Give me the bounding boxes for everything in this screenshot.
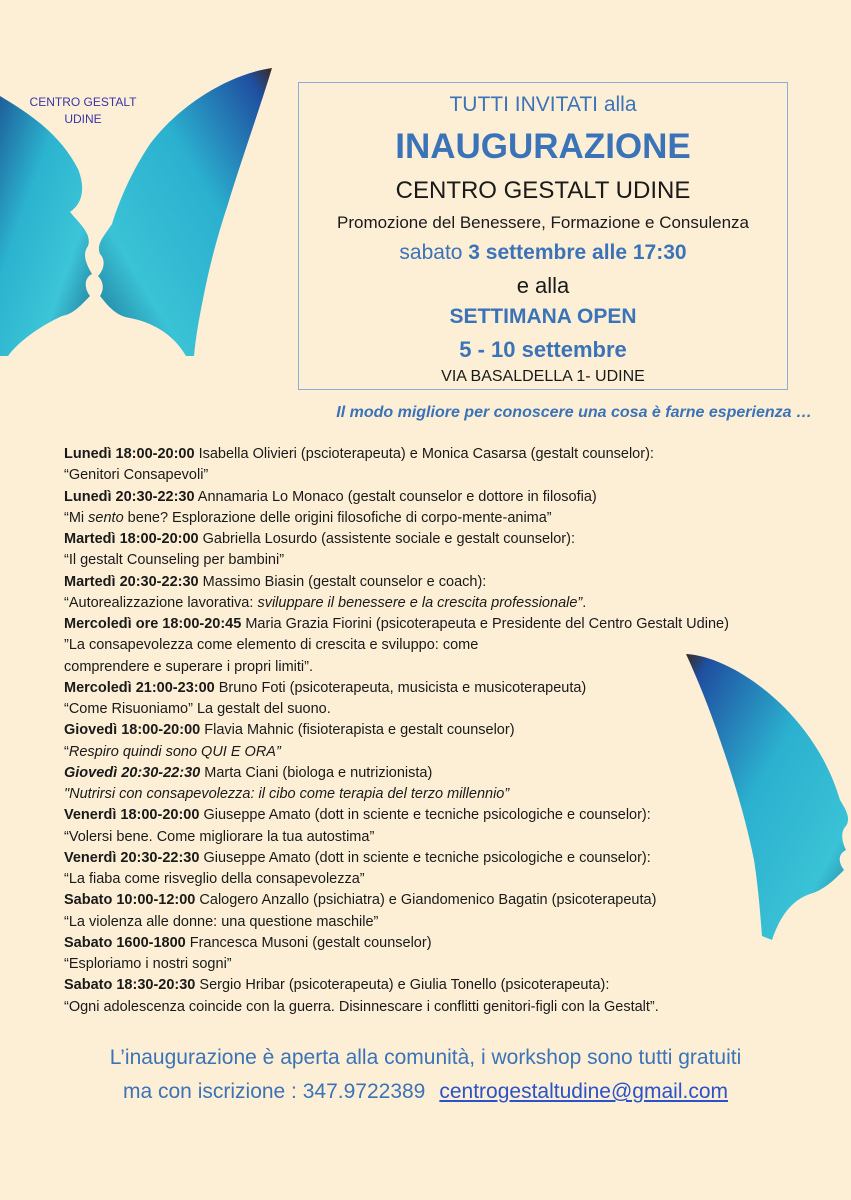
entry-title: ”La consapevolezza come elemento di crescita e sviluppo: come: [64, 637, 479, 654]
registration-phone: ma con iscrizione : 347.9722389: [123, 1080, 426, 1103]
entry-title: “Genitori Consapevoli”: [64, 467, 209, 484]
entry-title: [64, 742, 834, 763]
program-entry-header: [64, 933, 834, 954]
email-link[interactable]: centrogestaltudine@gmail.com: [439, 1080, 728, 1103]
butterfly-faces-illustration: [0, 64, 272, 356]
program-entry-header: [64, 572, 834, 593]
entry-title: “Esploriamo i nostri sogni”: [64, 956, 232, 972]
invite-line: TUTTI INVITATI alla: [449, 93, 637, 116]
left-wing-face-shape: [0, 96, 92, 356]
entry-title: [64, 508, 834, 529]
program-entry-header: [64, 975, 834, 996]
entry-time: Sabato 18:30-20:30: [64, 977, 196, 994]
entry-speakers: Bruno Foti (psicoterapeuta, musicista e musicoterapeuta): [214, 679, 587, 696]
footer-contact: [0, 1080, 851, 1104]
entry-title-part: “Mi: [64, 509, 89, 526]
entry-speakers: Francesca Musoni (gestalt counselor): [185, 934, 432, 951]
entry-title-italic: sviluppare il benessere e la crescita professionale”: [257, 594, 583, 611]
entry-title-part: “Autorealizzazione lavorativa:: [64, 594, 258, 611]
program-entry-header: [64, 805, 834, 826]
entry-speakers: Gabriella Losurdo (assistente sociale e gestalt counselor):: [198, 531, 575, 547]
entry-title: “Volersi bene. Come migliorare la tua autostima”: [64, 828, 375, 845]
entry-time: Sabato 10:00-12:00: [64, 892, 196, 909]
subtitle: Promozione del Benessere, Formazione e Consulenza: [336, 213, 749, 232]
address: VIA BASALDELLA 1- UDINE: [441, 368, 645, 385]
entry-speakers: Massimo Biasin (gestalt counselor e coach):: [198, 573, 487, 590]
entry-time: Mercoledì ore 18:00-20:45: [64, 616, 242, 632]
entry-title: “Il gestalt Counseling per bambini”: [64, 552, 285, 569]
entry-title-italic: Respiro quindi sono QUI E ORA”: [68, 743, 281, 760]
entry-time: Mercoledì 21:00-23:00: [64, 679, 215, 696]
entry-time: Lunedì 18:00-20:00: [64, 446, 195, 462]
footer-note: L’inaugurazione è aperta alla comunità, i workshop sono tutti gratuiti: [109, 1046, 742, 1069]
program-entry-header: [64, 890, 834, 911]
logo-line-2: UDINE: [64, 112, 102, 126]
entry-speakers: Marta Ciani (biologa e nutrizionista): [200, 764, 433, 781]
date-bold: 3 settembre alle 17:30: [468, 241, 687, 264]
entry-title: “Ogni adolescenza coincide con la guerra. Disinnescare i conflitti genitori-figli con la Gestalt”.: [64, 998, 659, 1015]
program-entry-header: [64, 848, 834, 869]
entry-title-part: bene? Esplorazione delle origini filosofiche di corpo-mente-anima”: [123, 509, 552, 526]
center-name: CENTRO GESTALT UDINE: [395, 177, 691, 204]
entry-title-italic: sento: [88, 509, 124, 526]
entry-time: Martedì 20:30-22:30: [64, 573, 199, 590]
logo-line-1: CENTRO GESTALT: [29, 95, 137, 109]
entry-speakers: Giuseppe Amato (dott in sciente e tecniche psicologiche e counselor):: [199, 849, 651, 866]
entry-time: Venerdì 20:30-22:30: [64, 849, 200, 866]
entry-speakers: Calogero Anzallo (psichiatra) e Giandomenico Bagatin (psicoterapeuta): [195, 892, 657, 909]
program-entry-header: [64, 614, 834, 635]
program-entry-header: [64, 678, 834, 699]
entry-time: Giovedì 20:30-22:30: [64, 764, 201, 781]
inauguration-date: [299, 241, 787, 265]
entry-speakers: Sergio Hribar (psicoterapeuta) e Giulia Tonello (psicoterapeuta):: [195, 977, 610, 994]
date-prefix: sabato: [399, 241, 469, 264]
entry-title-part: “: [64, 743, 69, 760]
right-wing-face-shape: [98, 68, 272, 356]
entry-title-part: .: [582, 594, 587, 611]
workshop-program: [64, 444, 834, 1018]
entry-speakers: Maria Grazia Fiorini (psicoterapeuta e Presidente del Centro Gestalt Udine): [241, 616, 729, 632]
event-title-box: [298, 82, 788, 390]
entry-time: Lunedì 20:30-22:30: [64, 488, 195, 505]
motto: Il modo migliore per conoscere una cosa è farne esperienza …: [336, 404, 812, 421]
program-entry-header: [64, 763, 834, 784]
entry-time: Sabato 1600-1800: [64, 934, 186, 951]
entry-speakers: Flavia Mahnic (fisioterapista e gestalt counselor): [200, 722, 515, 739]
entry-title: “Come Risuoniamo” La gestalt del suono.: [64, 701, 331, 717]
entry-title-continued: comprendere e superare i propri limiti”.: [64, 658, 314, 675]
entry-title: [64, 784, 834, 805]
program-entry-header: [64, 487, 834, 508]
entry-time: Venerdì 18:00-20:00: [64, 807, 200, 824]
headline: INAUGURAZIONE: [395, 127, 691, 166]
and-line: e alla: [516, 273, 570, 298]
entry-title: “La fiaba come risveglio della consapevolezza”: [64, 871, 365, 887]
open-week-title: SETTIMANA OPEN: [449, 305, 637, 328]
entry-speakers: Annamaria Lo Monaco (gestalt counselor e dottore in filosofia): [194, 488, 597, 505]
entry-speakers: Giuseppe Amato (dott in sciente e tecniche psicologiche e counselor):: [199, 807, 651, 824]
entry-time: Giovedì 18:00-20:00: [64, 722, 201, 739]
entry-title: [64, 593, 834, 614]
program-entry-header: [64, 529, 834, 550]
entry-time: Martedì 18:00-20:00: [64, 531, 199, 547]
entry-title: “La violenza alle donne: una questione maschile”: [64, 913, 379, 930]
open-week-dates: 5 - 10 settembre: [459, 337, 627, 362]
program-entry-header: [64, 720, 834, 741]
entry-speakers: Isabella Olivieri (pscioterapeuta) e Monica Casarsa (gestalt counselor):: [194, 446, 654, 462]
program-entry-header: [64, 444, 834, 465]
entry-title-italic: "Nutrirsi con consapevolezza: il cibo come terapia del terzo millennio”: [64, 786, 510, 802]
